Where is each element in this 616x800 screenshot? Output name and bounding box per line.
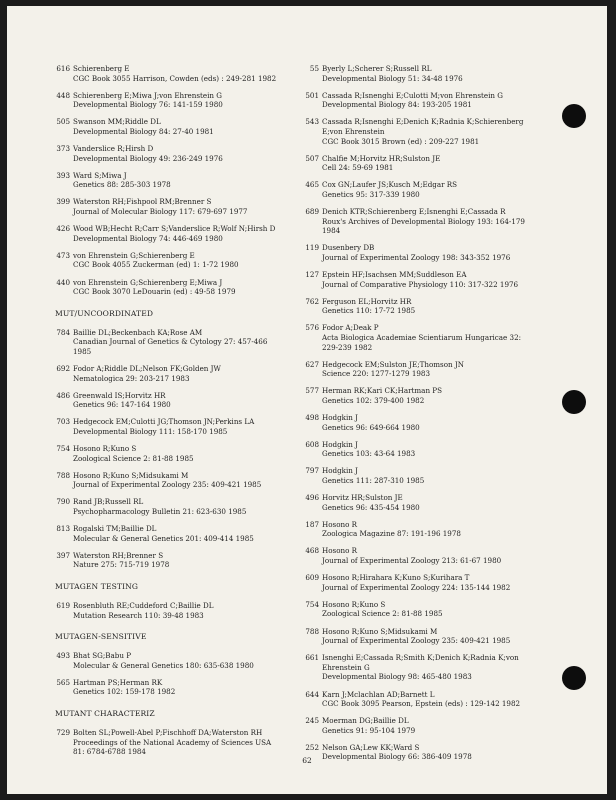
reference-number: 498 [305,413,319,423]
reference-source: Science 220: 1277-1279 1983 [322,369,430,379]
reference-number: 440 [56,277,70,287]
reference-source: Developmental Biology 74: 446-469 1980 [73,233,223,243]
reference-number: 393 [56,170,70,180]
reference-authors: Epstein HF;Isachsen MM;Suddleson EA [322,270,467,279]
reference-entry [55,524,317,543]
reference-authors: Nelson GA;Lew KK;Ward S [322,742,420,752]
reference-authors: Cox GN;Laufer JS;Kusch M;Edgar RS [322,180,458,190]
reference-entry [55,497,317,516]
reference-source: Genetics 102: 379-400 1982 [322,395,425,405]
reference-number: 577 [305,386,319,396]
reference-authors: Hosono R [322,546,358,556]
reference-authors: Dusenbery DB [322,243,375,253]
reference-authors: Schierenberg E;Miwa J;von Ehrenstein G [73,90,222,100]
reference-entry [55,171,317,190]
reference-source: 1984 [322,226,341,236]
reference-source: Journal of Comparative Physiology 110: 317-322 1976 [322,279,519,289]
reference-number: 576 [305,323,319,333]
reference-entry [304,323,554,352]
reference-source: Genetics 96: 649-664 1980 [322,422,420,432]
reference-authors: Greenwald IS;Horvitz HR [73,390,166,400]
punch-hole-middle [562,390,586,414]
reference-source: Genetics 96: 147-164 1980 [73,400,171,410]
reference-entry [55,224,317,243]
reference-source: Molecular & General Genetics 180: 635-638 1980 [73,660,254,670]
reference-authors: Byerly L;Scherer S;Russell RL [322,64,432,73]
reference-source: Developmental Biology 66: 386-409 1978 [322,752,472,762]
right-column [304,64,554,770]
reference-entry [304,297,554,316]
reference-number: 661 [305,653,319,663]
reference-authors: Karn J;Mclachlan AD;Barnett L [322,689,435,699]
reference-source: Developmental Biology 51: 34-48 1976 [322,73,463,83]
reference-entry [304,520,554,539]
reference-entry [55,278,317,297]
reference-source: 1985 [73,346,92,356]
reference-source: Journal of Experimental Zoology 213: 61-67 1980 [322,556,502,566]
reference-number: 245 [305,716,319,726]
reference-authors: Waterston RH;Brenner S [73,550,164,560]
reference-entry [304,360,554,379]
reference-source: Journal of Experimental Zoology 235: 409-421 1985 [322,636,511,646]
reference-number: 788 [305,626,319,636]
reference-source: Ehrenstein G [322,662,370,672]
reference-authors: Ward S;Miwa J [73,170,127,180]
reference-number: 784 [56,327,70,337]
reference-authors: Wood WB;Hecht R;Carr S;Vanderslice R;Wolf N;Hirsh D [73,224,276,234]
reference-entry [55,444,317,463]
reference-authors: Isnenghi E;Cassada R;Smith K;Denich K;Radnia K;von [322,653,519,663]
reference-source: Journal of Experimental Zoology 235: 409-421 1985 [73,480,262,490]
reference-source: CGC Book 3070 LeDouarin (ed) : 49-58 1979 [73,287,236,297]
reference-authors: Bhat SG;Babu P [73,651,131,661]
reference-source: Genetics 111: 287-310 1985 [322,476,425,485]
reference-authors: Hosono R;Hirahara K;Kuno S;Kurihara T [322,573,470,583]
punch-hole-top [562,104,586,128]
reference-entry [304,207,554,236]
reference-entry [55,197,317,216]
document-page [7,6,607,794]
reference-source: Genetics 95: 317-339 1980 [322,189,420,199]
reference-number: 426 [56,224,70,234]
reference-entry [304,180,554,199]
reference-entry [55,391,317,410]
reference-source: Journal of Molecular Biology 117: 679-697 1977 [73,207,248,217]
reference-authors: Fodor A;Deak P [322,323,379,333]
reference-authors: Hosono R [322,519,358,529]
reference-authors: von Ehrenstein G;Schierenberg E;Miwa J [73,277,223,287]
reference-number: 788 [56,470,70,480]
reference-number: 729 [56,728,70,738]
reference-authors: Hosono R;Kuno S;Midsukami M [73,470,189,480]
reference-entry [304,386,554,405]
reference-number: 754 [56,444,70,454]
reference-entry [304,573,554,592]
reference-number: 507 [305,153,319,163]
punch-hole-bottom [562,666,586,690]
reference-number: 627 [305,359,319,369]
reference-source: Molecular & General Genetics 201: 409-414 1985 [73,533,254,543]
reference-number: 608 [305,439,319,449]
reference-entry [55,364,317,383]
reference-source: Genetics 88: 285-303 1978 [73,180,171,190]
reference-number: 465 [305,180,319,190]
reference-number: 762 [305,296,319,306]
reference-entry [55,601,317,620]
reference-authors: Hosono R;Kuno S;Midsukami M [322,626,438,636]
reference-source: CGC Book 4055 Zuckerman (ed) 1: 1-72 1980 [73,260,239,270]
reference-entry [55,417,317,436]
reference-entry [304,600,554,619]
section-heading: MUTAGEN TESTING [55,581,139,591]
reference-authors: Cassada R;Isnenghi E;Culotti M;von Ehrenstein G [322,90,503,100]
reference-entry [304,64,554,83]
reference-entry [304,466,554,485]
reference-source: Nature 275: 715-719 1978 [73,560,170,570]
reference-authors: Swanson MM;Riddle DL [73,117,161,127]
reference-source: Developmental Biology 49: 236-249 1976 [73,153,223,163]
reference-entry [304,91,554,110]
reference-number: 813 [56,524,70,534]
reference-source: Zoological Science 2: 81-88 1985 [322,609,443,619]
reference-number: 565 [56,677,70,687]
reference-source: Nematologica 29: 203-217 1983 [73,373,190,383]
reference-number: 187 [305,519,319,529]
reference-authors: Rogalski TM;Baillie DL [73,524,157,534]
reference-entry [304,653,554,682]
reference-entry [304,546,554,565]
reference-authors: Cassada R;Isnenghi E;Denich K;Radnia K;Schierenberg [322,117,524,127]
reference-number: 252 [305,742,319,752]
reference-number: 399 [56,197,70,207]
section-heading: MUT/UNCOORDINATED [55,308,154,318]
reference-number: 703 [56,417,70,427]
reference-number: 797 [305,466,319,476]
reference-authors: Horvitz HR;Sulston JE [322,493,403,503]
reference-entry [55,728,317,757]
reference-authors: Schierenberg E [73,64,130,73]
reference-source: Canadian Journal of Genetics & Cytology 27: 457-466 [73,337,268,347]
reference-authors: Hosono R;Kuno S [73,444,137,454]
reference-entry [304,243,554,262]
reference-source: Genetics 103: 43-64 1983 [322,449,416,459]
reference-source: Developmental Biology 84: 193-205 1981 [322,100,472,110]
reference-entry [55,651,317,670]
reference-authors: Denich KTR;Schierenberg E;Isnenghi E;Cassada R [322,207,506,217]
reference-authors: Rosenbluth RE;Cuddeford C;Baillie DL [73,600,214,610]
reference-source: 81: 6784-6788 1984 [73,747,146,757]
reference-source: Developmental Biology 98: 465-480 1983 [322,672,472,682]
reference-number: 790 [56,497,70,507]
reference-number: 493 [56,651,70,661]
reference-number: 616 [56,64,70,73]
reference-entry [55,328,317,357]
section-heading: MUTAGEN-SENSITIVE [55,632,147,642]
reference-source: 229-239 1982 [322,342,373,352]
reference-source: Mutation Research 110: 39-48 1983 [73,610,204,620]
reference-source: Developmental Biology 111: 158-170 1985 [73,426,228,436]
reference-authors: Hodgkin J [322,439,359,449]
reference-source: E;von Ehrenstein [322,126,385,136]
reference-authors: Moerman DG;Baillie DL [322,716,409,726]
reference-number: 619 [56,600,70,610]
reference-authors: Chalfie M;Horvitz HR;Sulston JE [322,153,441,163]
reference-number: 692 [56,363,70,373]
reference-source: Journal of Experimental Zoology 224: 135-144 1982 [322,582,511,592]
reference-authors: Vanderslice R;Hirsh D [73,144,154,154]
reference-authors: Hodgkin J [322,466,359,476]
reference-source: Genetics 96: 435-454 1980 [322,502,420,512]
reference-entry [55,551,317,570]
reference-number: 609 [305,573,319,583]
reference-entry [304,154,554,173]
reference-authors: Waterston RH;Fishpool RM;Brenner S [73,197,212,207]
reference-authors: Hedgecock EM;Sulston JE;Thomson JN [322,359,464,369]
reference-source: CGC Book 3015 Brown (ed) : 209-227 1981 [322,136,480,146]
reference-entry [304,117,554,146]
reference-entry [304,493,554,512]
reference-authors: von Ehrenstein G;Schierenberg E [73,250,195,260]
reference-number: 473 [56,250,70,260]
reference-entry [55,251,317,270]
reference-number: 644 [305,689,319,699]
reference-entry [55,471,317,490]
reference-entry [304,270,554,289]
reference-entry [55,64,317,83]
reference-source: Acta Biologica Academiae Scientiarum Hungaricae 32: [322,332,522,342]
reference-entry [304,440,554,459]
reference-number: 754 [305,599,319,609]
reference-source: Developmental Biology 76: 141-159 1980 [73,100,223,110]
reference-source: Developmental Biology 84: 27-40 1981 [73,126,214,136]
reference-authors: Hosono R;Kuno S [322,599,386,609]
reference-authors: Ferguson EL;Horvitz HR [322,296,412,306]
reference-authors: Hedgecock EM;Culotti JG;Thomson JN;Perkins LA [73,417,255,427]
reference-entry [55,91,317,110]
reference-number: 119 [305,243,319,253]
reference-authors: Bolten SL;Powell-Abel P;Fischhoff DA;Waterston RH [73,728,263,738]
reference-source: Roux's Archives of Developmental Biology 193: 164-179 [322,216,525,226]
reference-source: Psychopharmacology Bulletin 21: 623-630 1985 [73,507,247,516]
reference-number: 127 [305,270,319,279]
reference-source: Zoologica Magazine 87: 191-196 1978 [322,529,461,539]
reference-entry [304,716,554,735]
reference-source: Genetics 102: 159-178 1982 [73,687,176,697]
reference-entry [55,117,317,136]
reference-source: Cell 24: 59-69 1981 [322,163,394,173]
left-column [55,64,317,764]
reference-number: 448 [56,90,70,100]
reference-source: Genetics 91: 95-104 1979 [322,725,416,735]
reference-source: CGC Book 3055 Harrison, Cowden (eds) : 249-281 1982 [73,73,277,83]
reference-number: 373 [56,144,70,154]
reference-number: 486 [56,390,70,400]
page-number: 62 [302,756,312,765]
reference-source: CGC Book 3095 Pearson, Epstein (eds) : 129-142 1982 [322,699,521,709]
reference-entry [55,144,317,163]
reference-entry [55,678,317,697]
reference-source: Proceedings of the National Academy of Sciences USA [73,737,272,747]
reference-source: Journal of Experimental Zoology 198: 343-352 1976 [322,252,511,262]
reference-number: 501 [305,90,319,100]
reference-number: 505 [56,117,70,127]
reference-authors: Fodor A;Riddle DL;Nelson FK;Golden JW [73,363,221,373]
reference-authors: Hodgkin J [322,413,359,423]
reference-number: 397 [56,550,70,560]
reference-authors: Herman RK;Kari CK;Hartman PS [322,386,443,396]
reference-source: Genetics 110: 17-72 1985 [322,306,416,316]
reference-source: Zoological Science 2: 81-88 1985 [73,453,194,463]
reference-authors: Rand JB;Russell RL [73,497,144,507]
reference-entry [304,690,554,709]
reference-number: 543 [305,117,319,127]
section-heading: MUTANT CHARACTERIZ [55,709,155,719]
reference-number: 468 [305,546,319,556]
reference-number: 496 [305,493,319,503]
reference-authors: Baillie DL;Beckenbach KA;Rose AM [73,327,203,337]
reference-number: 55 [309,64,319,73]
reference-entry [304,627,554,646]
reference-number: 689 [305,207,319,217]
reference-authors: Hartman PS;Herman RK [73,677,163,687]
reference-entry [304,413,554,432]
